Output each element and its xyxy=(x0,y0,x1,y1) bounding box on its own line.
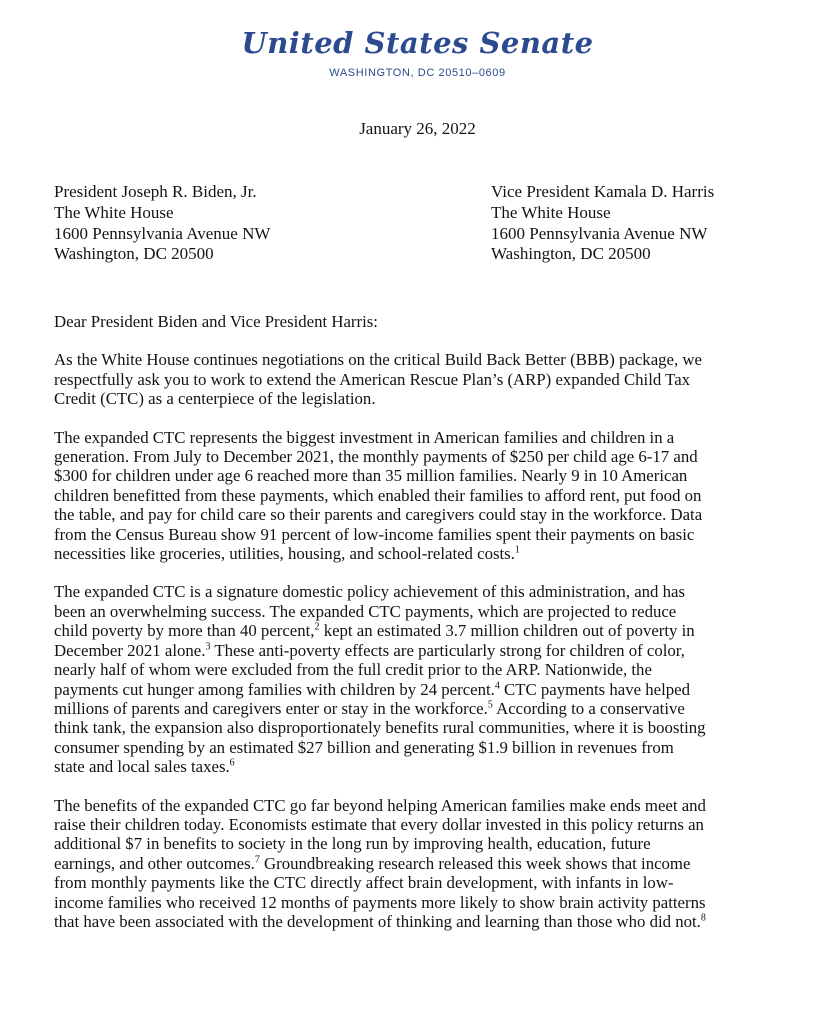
paragraph-line xyxy=(54,447,794,466)
paragraph-line xyxy=(54,350,794,369)
line-text: nearly half of whom were excluded from the full credit prior to the ARP. Nationwide, the xyxy=(54,660,652,680)
paragraph-line xyxy=(54,815,794,834)
paragraph-line xyxy=(54,428,794,447)
line-text: millions of parents and caregivers enter or stay in the workforce. xyxy=(54,698,488,718)
address-line: Washington, DC 20500 xyxy=(491,244,651,264)
body-paragraph xyxy=(54,582,794,776)
line-text: consumer spending by an estimated $27 billion and generating $1.9 billion in revenues from xyxy=(54,737,674,757)
line-text: The expanded CTC is a signature domestic policy achievement of this administration, and has xyxy=(54,582,686,602)
paragraph-line xyxy=(54,893,794,912)
senate-letterhead-address: WASHINGTON, DC 20510–0609 xyxy=(329,67,506,79)
letter-paragraphs xyxy=(54,350,794,931)
paragraph-line xyxy=(54,582,794,601)
paragraph-line xyxy=(54,466,794,485)
paragraph-line xyxy=(54,912,794,931)
line-text: state and local sales taxes. xyxy=(54,757,230,777)
paragraph-line xyxy=(54,602,794,621)
line-text: These anti-poverty effects are particularly strong for children of color, xyxy=(210,640,685,660)
footnote-marker: 8 xyxy=(700,912,706,924)
line-text: According to a conservative xyxy=(492,698,685,718)
salutation: Dear President Biden and Vice President Harris: xyxy=(54,312,378,331)
body-paragraph xyxy=(54,350,794,408)
line-text: generation. From July to December 2021, the monthly payments of $250 per child age 6-17 and xyxy=(54,447,698,467)
paragraph-line xyxy=(54,621,794,640)
line-text: from monthly payments like the CTC directly affect brain development, with infants in low- xyxy=(54,873,674,893)
line-text: child poverty by more than 40 percent, xyxy=(54,621,315,641)
line-text: CTC payments have helped xyxy=(499,679,691,699)
paragraph-line xyxy=(54,505,794,524)
letterhead xyxy=(0,26,835,80)
paragraph-line xyxy=(54,544,794,563)
line-text: Groundbreaking research released this week shows that income xyxy=(259,853,691,873)
address-line: President Joseph R. Biden, Jr. xyxy=(54,182,257,201)
line-text: think tank, the expansion also disproportionately benefits rural communities, where it is boosting xyxy=(54,718,706,738)
line-text: children benefitted from these payments, which enabled their families to afford rent, put food on xyxy=(54,485,702,505)
paragraph-line xyxy=(54,873,794,892)
footnote-marker: 6 xyxy=(229,757,235,769)
line-text: $300 for children under age 6 reached more than 35 million families. Nearly 9 in 10 American xyxy=(54,466,688,486)
letter-body xyxy=(54,312,794,950)
body-paragraph xyxy=(54,428,794,564)
address-line: Washington, DC 20500 xyxy=(54,244,214,264)
paragraph-line xyxy=(54,641,794,660)
paragraph-line xyxy=(54,389,794,408)
paragraph-line xyxy=(54,834,794,853)
paragraph-line xyxy=(54,854,794,873)
line-text: Credit (CTC) as a centerpiece of the legislation. xyxy=(54,389,376,409)
address-line: The White House xyxy=(491,202,611,222)
line-text: kept an estimated 3.7 million children out of poverty in xyxy=(319,621,695,641)
recipient-address-president xyxy=(54,182,270,265)
paragraph-line xyxy=(54,796,794,815)
paragraph-line xyxy=(54,525,794,544)
line-text: The expanded CTC represents the biggest investment in American families and children in a xyxy=(54,427,675,447)
paragraph-line xyxy=(54,680,794,699)
line-text: respectfully ask you to work to extend the American Rescue Plan’s (ARP) expanded Child Tax xyxy=(54,369,691,389)
letter-date: January 26, 2022 xyxy=(359,119,476,138)
line-text: additional $7 in benefits to society in the long run by improving health, education, future xyxy=(54,834,651,854)
paragraph-line xyxy=(54,718,794,737)
recipient-address-vice-president xyxy=(491,182,714,265)
senate-letterhead-title: United States Senate xyxy=(241,26,594,60)
paragraph-line xyxy=(54,660,794,679)
address-line: The White House xyxy=(54,202,174,222)
address-line: Vice President Kamala D. Harris xyxy=(491,182,715,201)
footnote-marker: 4 xyxy=(494,679,500,691)
footnote-marker: 5 xyxy=(487,699,493,711)
line-text: December 2021 alone. xyxy=(54,640,206,660)
line-text: earnings, and other outcomes. xyxy=(54,853,255,873)
address-line: 1600 Pennsylvania Avenue NW xyxy=(54,223,271,243)
line-text: payments cut hunger among families with children by 24 percent. xyxy=(54,679,495,699)
footnote-marker: 2 xyxy=(314,621,320,633)
line-text: The benefits of the expanded CTC go far beyond helping American families make ends meet and xyxy=(54,795,706,815)
paragraph-line xyxy=(54,699,794,718)
paragraph-line xyxy=(54,486,794,505)
footnote-marker: 7 xyxy=(254,854,260,866)
footnote-marker: 1 xyxy=(514,544,520,556)
paragraph-line xyxy=(54,370,794,389)
line-text: raise their children today. Economists estimate that every dollar invested in this policy returns an xyxy=(54,814,704,834)
body-paragraph xyxy=(54,796,794,932)
paragraph-line xyxy=(54,738,794,757)
line-text: been an overwhelming success. The expanded CTC payments, which are projected to reduce xyxy=(54,601,677,621)
paragraph-line xyxy=(54,757,794,776)
line-text: from the Census Bureau show 91 percent of low-income families spent their payments on basic xyxy=(54,524,695,544)
line-text: necessities like groceries, utilities, housing, and school-related costs. xyxy=(54,544,515,564)
footnote-marker: 3 xyxy=(205,641,211,653)
line-text: income families who received 12 months of payments more likely to show brain activity patterns xyxy=(54,892,706,912)
line-text: that have been associated with the development of thinking and learning than those who did not. xyxy=(54,911,701,931)
address-line: 1600 Pennsylvania Avenue NW xyxy=(491,223,708,243)
line-text: As the White House continues negotiations on the critical Build Back Better (BBB) package, we xyxy=(54,350,702,370)
line-text: the table, and pay for child care so their parents and caregivers could stay in the workforce. Data xyxy=(54,505,703,525)
